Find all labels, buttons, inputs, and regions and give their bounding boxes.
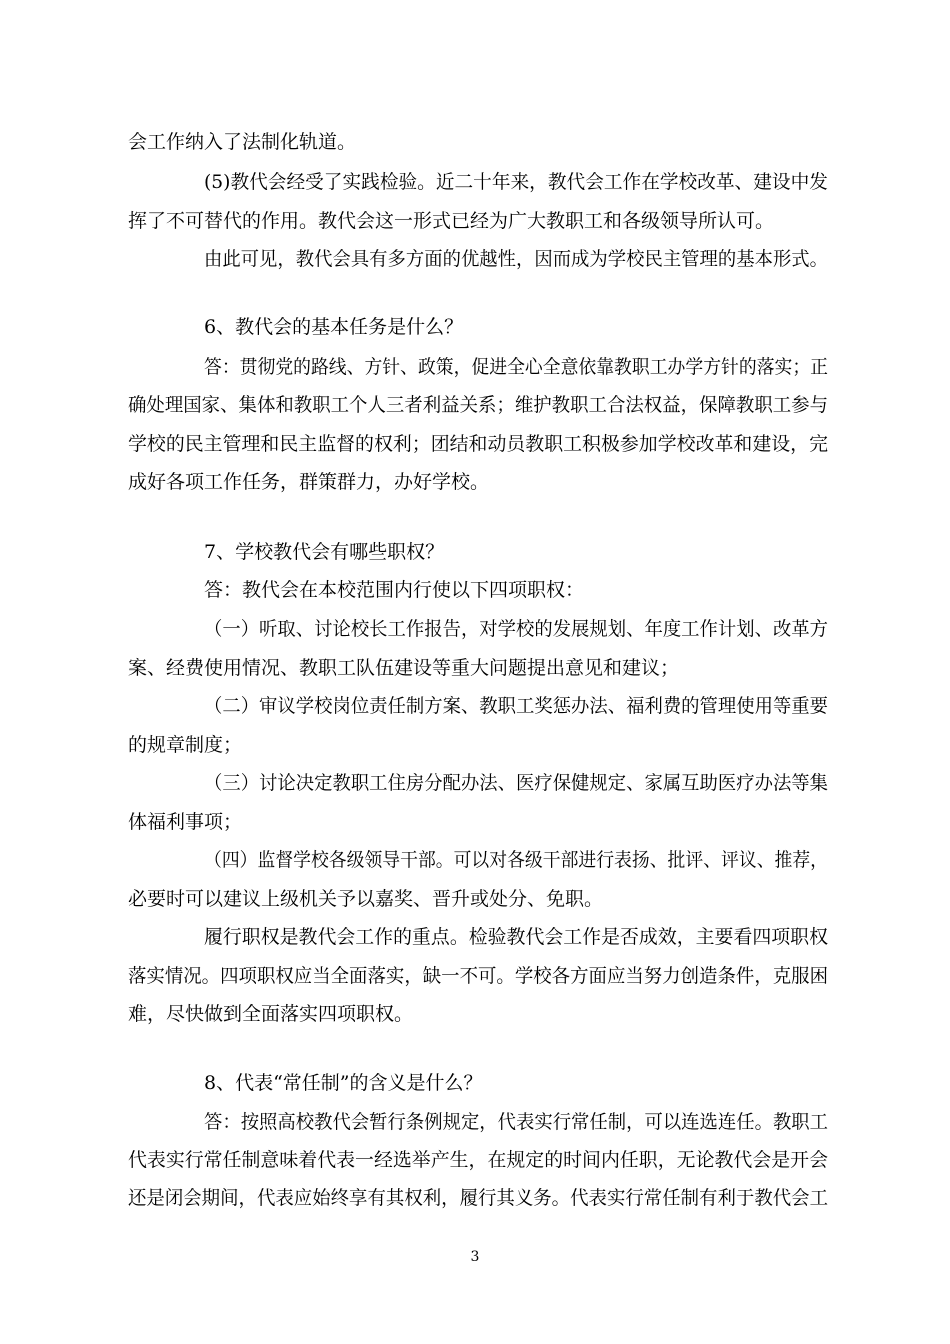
text-line: 由此可见，教代会具有多方面的优越性，因而成为学校民主管理的基本形式。 <box>204 248 829 270</box>
question-heading: 8、代表“常任制”的含义是什么？ <box>204 1072 483 1094</box>
question-heading: 7、学校教代会有哪些职权？ <box>204 541 445 563</box>
text-line: （一）听取、讨论校长工作报告，对学校的发展规划、年度工作计划、改革方 <box>204 618 829 640</box>
text-line: 履行职权是教代会工作的重点。检验教代会工作是否成效，主要看四项职权 <box>204 926 829 948</box>
text-line: 学校的民主管理和民主监督的权利；团结和动员教职工积极参加学校改革和建设，完 <box>128 433 829 455</box>
text-line: 确处理国家、集体和教职工个人三者利益关系；维护教职工合法权益，保障教职工参与 <box>128 394 829 416</box>
text-line: 必要时可以建议上级机关予以嘉奖、晋升或处分、免职。 <box>128 888 604 910</box>
question-heading: 6、教代会的基本任务是什么？ <box>204 316 464 338</box>
text-line: 挥了不可替代的作用。教代会这一形式已经为广大教职工和各级领导所认可。 <box>128 210 775 232</box>
text-line: 落实情况。四项职权应当全面落实，缺一不可。学校各方面应当努力创造条件，克服困 <box>128 965 829 987</box>
text-line: 的规章制度； <box>128 734 243 756</box>
text-line: 难，尽快做到全面落实四项职权。 <box>128 1003 414 1025</box>
text-line: 会工作纳入了法制化轨道。 <box>128 131 357 153</box>
text-line: (5)教代会经受了实践检验。近二十年来，教代会工作在学校改革、建设中发 <box>204 171 828 193</box>
text-line: （四）监督学校各级领导干部。可以对各级干部进行表扬、批评、评议、推荐， <box>204 849 829 871</box>
text-line: 成好各项工作任务，群策群力，办好学校。 <box>128 471 490 493</box>
text-line: （三）讨论决定教职工住房分配办法、医疗保健规定、家属互助医疗办法等集 <box>204 772 829 794</box>
page-number: 3 <box>470 1249 480 1265</box>
text-line: （二）审议学校岗位责任制方案、教职工奖惩办法、福利费的管理使用等重要 <box>204 695 829 717</box>
text-line: 还是闭会期间，代表应始终享有其权利，履行其义务。代表实行常任制有利于教代会工 <box>128 1187 829 1209</box>
text-line: 答：按照高校教代会暂行条例规定，代表实行常任制，可以连选连任。教职工 <box>204 1111 829 1133</box>
text-line: 案、经费使用情况、教职工队伍建设等重大问题提出意见和建议； <box>128 657 680 679</box>
text-line: 答：贯彻党的路线、方针、政策，促进全心全意依靠教职工办学方针的落实；正 <box>204 356 829 378</box>
text-line: 代表实行常任制意味着代表一经选举产生，在规定的时间内任职，无论教代会是开会 <box>128 1149 829 1171</box>
text-line: 体福利事项； <box>128 811 243 833</box>
text-line: 答：教代会在本校范围内行使以下四项职权： <box>204 579 585 601</box>
